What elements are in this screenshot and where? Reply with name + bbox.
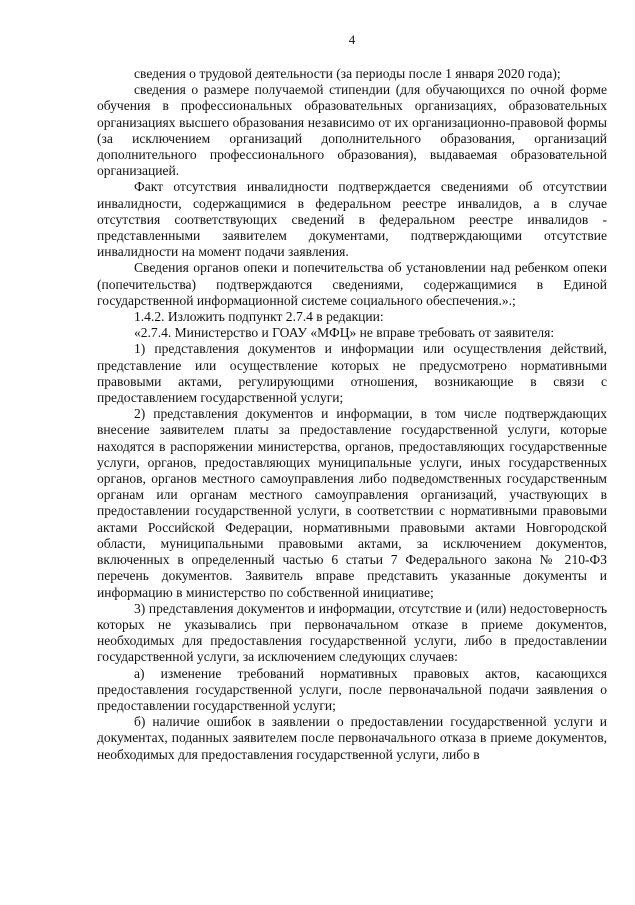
- paragraph-guardianship: Сведения органов опеки и попечительства об установлении над ребенком опеки (попечительства) подтверждаются сведениями, содержащимися в Единой государственной информационной системе социального обеспечения.».;: [97, 260, 607, 308]
- paragraph-stipend-info: сведения о размере получаемой стипендии (для обучающихся по очной форме обучения в профессиональных образовательных организациях, образовательных организациях высшего образования независимо от их организационно-правовой формы (за исключением организаций дополнительного образования, организаций дополнительного профессионального образования), выдаваемая образовательной организацией.: [97, 82, 607, 179]
- list-item-1: 1) представления документов и информации или осуществления действий, представление или осуществление которых не предусмотрено нормативными правовыми актами, регулирующими отношения, возникающие в связи с предоставлением государственной услуги;: [97, 341, 607, 406]
- paragraph-disability-absence: Факт отсутствия инвалидности подтверждается сведениями об отсутствии инвалидности, содержащимися в федеральном реестре инвалидов, а в случае отсутствия соответствующих сведений в федеральном реестре инвалидов - представленными заявителем документами, подтверждающими отсутствие инвалидности на момент подачи заявления.: [97, 179, 607, 260]
- list-item-3a: а) изменение требований нормативных правовых актов, касающихся предоставления государственной услуги, после первоначальной подачи заявления о предоставлении государственной услуги;: [97, 665, 607, 713]
- paragraph-2-7-4-intro: «2.7.4. Министерство и ГОАУ «МФЦ» не вправе требовать от заявителя:: [134, 325, 555, 341]
- paragraph-amendment-1-4-2: 1.4.2. Изложить подпункт 2.7.4 в редакции:: [134, 309, 384, 325]
- list-item-3: 3) представления документов и информации, отсутствие и (или) недостоверность которых не указывались при первоначальном отказе в приеме документов, необходимых для предоставления государственной услуги, либо в предоставлении государственной услуги, за исключением следующих случаев:: [97, 600, 607, 665]
- document-body: [97, 66, 607, 763]
- page-number: 4: [348, 32, 356, 47]
- list-item-2: 2) представления документов и информации, в том числе подтверждающих внесение заявителем платы за предоставление государственной услуги, которые находятся в распоряжении министерства, органов, предоставляющих государственные услуги, органов, предоставляющих муниципальные услуги, иных государственных органов, органов местного самоуправления либо подведомственных государственным органам или органам местного самоуправления организаций, участвующих в предоставлении государственной услуги, в соответствии с нормативными правовыми актами Российской Федерации, нормативными правовыми актами Новгородской области, муниципальными правовыми актами, за исключением документов, включенных в определенный частью 6 статьи 7 Федерального закона № 210-ФЗ перечень документов. Заявитель вправе представить указанные документы и информацию в министерство по собственной инициативе;: [97, 406, 607, 600]
- list-item-3b: б) наличие ошибок в заявлении о предоставлении государственной услуги и документах, поданных заявителем после первоначального отказа в приеме документов, необходимых для предоставления государственной услуги, либо в: [97, 714, 607, 762]
- paragraph-employment-info: сведения о трудовой деятельности (за периоды после 1 января 2020 года);: [134, 66, 561, 81]
